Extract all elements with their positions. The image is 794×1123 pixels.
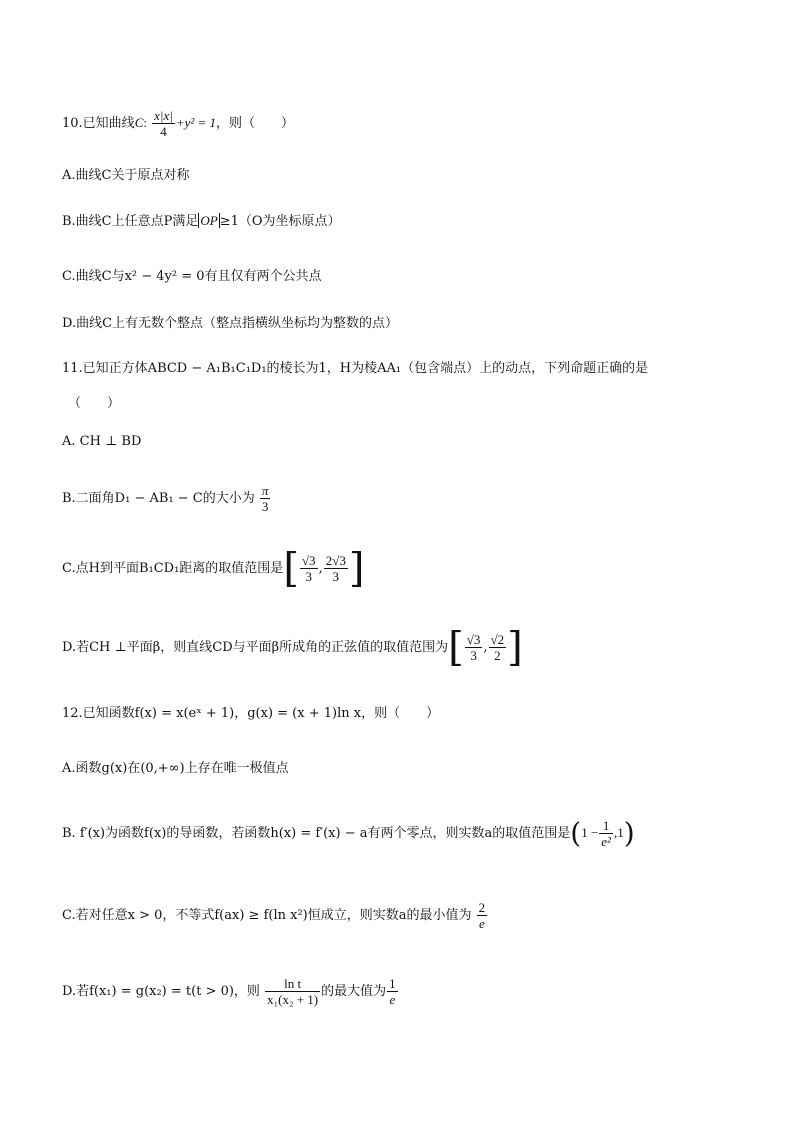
q11-option-d: D.若CH ⊥平面β，则直线CD与平面β所成角的正弦值的取值范围为[ $\frac{√3}{3}$ , $\frac{√2}{2}$ ] — [62, 624, 523, 671]
q10-fraction: $\frac{x|x|}{4}$ — [154, 108, 173, 139]
q10-option-c: C.曲线C与x² − 4y² = 0有且仅有两个公共点 — [62, 269, 322, 284]
q11-b-fraction: $\frac{\pi}{3}$ — [261, 483, 269, 514]
q11-d-frac-low: $\frac{√3}{3}$ — [466, 632, 481, 663]
q10-option-d: D.曲线C上有无数个整点（整点指横纵坐标均为整数的点） — [62, 316, 399, 331]
q12-option-b: B. f′(x)为函数f(x)的导函数，若函数h(x) = f′(x) − a有两个零点，则实数a的取值范围是(1 − $\frac{1}{\text{e²}}$ ,1) — [62, 816, 635, 850]
q12-option-c: C.若对任意x > 0，不等式f(ax) ≥ f(ln x²)恒成立，则实数a的最小值为 $\frac{2}{e}$ — [62, 900, 486, 931]
q12-stem: 12.已知函数f(x) = x(eˣ + 1)，g(x) = (x + 1)ln x，则（ ） — [62, 706, 440, 721]
q12-option-a: A.函数g(x)在(0,+∞)上存在唯一极值点 — [62, 761, 289, 776]
q10-abs-op: OP — [200, 213, 218, 228]
q10-stem: 10.已知曲线C: $\frac{x|x|}{4}$ +y² = 1，则（ ） — [62, 108, 295, 139]
q11-stem: 11.已知正方体ABCD − A₁B₁C₁D₁的棱长为1，H为棱AA₁（包含端点）上的动点，下列命题正确的是 — [62, 361, 649, 376]
q11-option-a: A. CH ⊥ BD — [62, 434, 142, 449]
q10-stem-end: ，则（ ） — [216, 116, 295, 131]
q12-b-fraction: $\frac{1}{\text{e²}}$ — [601, 818, 611, 849]
q12-option-d: D.若f(x₁) = g(x₂) = t(t > 0)，则 $\frac{\text{ln t}}{\text{x₁(x₂ + 1)}}$ 的最大值为 $\frac{1}{e}$ — [62, 976, 396, 1007]
q12-c-fraction: $\frac{2}{e}$ — [478, 900, 486, 931]
q12-d-max-fraction: $\frac{1}{e}$ — [389, 976, 396, 1007]
q12-d-ratio-fraction: $\frac{\text{ln t}}{\text{x₁(x₂ + 1)}}$ — [267, 976, 319, 1007]
q11-option-c: C.点H到平面B₁CD₁距离的取值范围是[ $\frac{√3}{3}$ , $\frac{2√3}{3}$ ] — [62, 545, 365, 592]
q11-c-frac-high: $\frac{2√3}{3}$ — [325, 553, 346, 584]
q11-d-frac-high: $\frac{√2}{2}$ — [490, 632, 505, 663]
q11-option-b: B.二面角D₁ − AB₁ − C的大小为 $\frac{\pi}{3}$ — [62, 483, 269, 514]
q11-c-frac-low: $\frac{√3}{3}$ — [301, 553, 316, 584]
q10-eq-tail: +y² = 1 — [175, 115, 217, 130]
q10-stem-prefix: 10.已知曲线 — [62, 116, 135, 131]
q10-option-a: A.曲线C关于原点对称 — [62, 168, 190, 183]
q11-stem-paren: （ ） — [68, 396, 121, 411]
q10-option-b: B.曲线C上任意点P满足 OP ≥1（O为坐标原点） — [62, 213, 341, 229]
q10-curve-name: C — [134, 115, 144, 130]
